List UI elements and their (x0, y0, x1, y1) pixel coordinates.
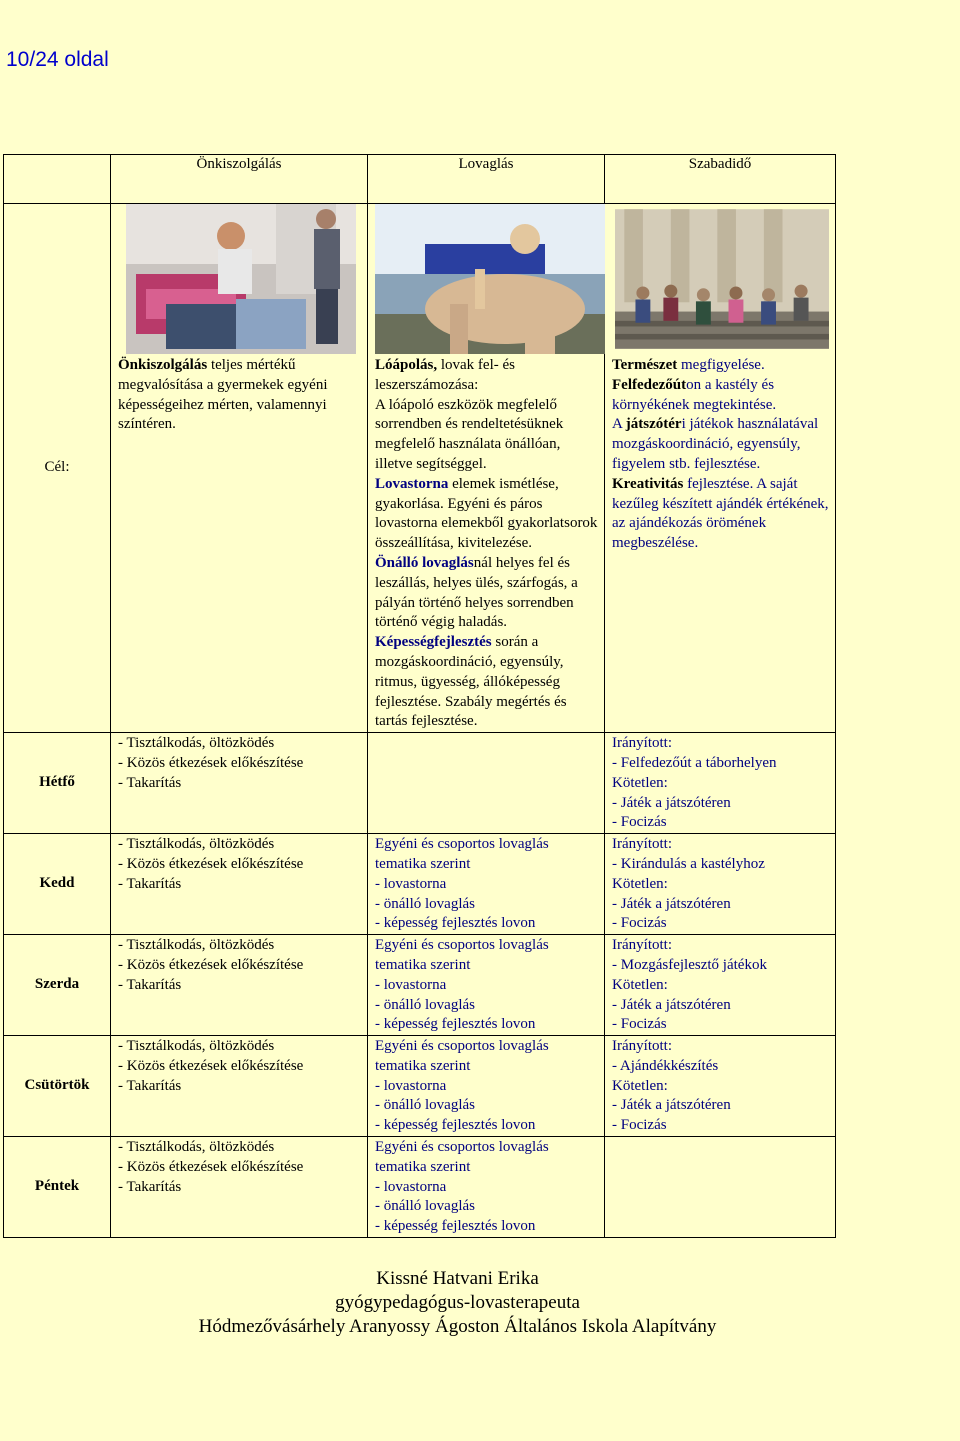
day-cell-lovaglas: Egyéni és csoportos lovaglás tematika szerint - lovastorna - önálló lovaglás - képesség fejlesztés lovon (368, 935, 605, 1036)
day-cell-szabadido: Irányított: - Kirándulás a kastélyhoz Kötetlen: - Játék a játszótéren - Focizás (605, 834, 836, 935)
day-row-szerda (4, 935, 836, 1036)
day-row-hetfo (4, 733, 836, 834)
day-label: Péntek (4, 1137, 111, 1238)
page-number: 10/24 oldal (6, 48, 109, 71)
day-cell-onkiszolgalas: - Tisztálkodás, öltözködés - Közös étkezések előkészítése - Takarítás (111, 733, 368, 834)
footer-author: Kissné Hatvani Erika (376, 1268, 539, 1289)
column-header-onkiszolgalas: Önkiszolgálás (111, 155, 368, 204)
day-cell-onkiszolgalas: - Tisztálkodás, öltözködés - Közös étkezések előkészítése - Takarítás (111, 1137, 368, 1238)
day-row-csutortok (4, 1036, 836, 1137)
day-label: Szerda (4, 935, 111, 1036)
leisure-goal-block-2: A játszótéri játékok használatával mozgáskoordináció, egyensúly, figyelem stb. fejlesztése. (612, 416, 819, 472)
goal-text-bold: Önkiszolgálás (118, 357, 208, 373)
day-label: Hétfő (4, 733, 111, 834)
header-empty-cell (4, 155, 111, 204)
leisure-goal-block-3: Kreativitás fejlesztése. A saját kezűleg készített ajándék értékének, az ajándékozás örömének megbeszélése. (612, 475, 829, 552)
riding-goal-block-1: A lóápoló eszközök megfelelő sorrendben és rendeltetésüknek megfelelő használata önállóan, illetve segítséggel. (375, 396, 564, 472)
day-cell-szabadido: Irányított: - Felfedezőút a táborhelyen Kötetlen: - Játék a játszótéren - Focizás (605, 733, 836, 834)
day-cell-lovaglas: Egyéni és csoportos lovaglás tematika szerint - lovastorna - önálló lovaglás - képesség fejlesztés lovon (368, 1137, 605, 1238)
goal-cell-onkiszolgalas (111, 204, 368, 733)
goal-cell-lovaglas (368, 204, 605, 733)
goal-label: Cél: (4, 204, 111, 733)
goal-text-rest: teljes mértékű megvalósítása a gyermekek egyéni képességeihez mérten, valamennyi színtéren. (118, 357, 328, 433)
header-row (4, 155, 836, 204)
day-cell-lovaglas (368, 733, 605, 834)
leisure-goal-block-0: Természet megfigyelése. (612, 357, 765, 373)
day-cell-onkiszolgalas: - Tisztálkodás, öltözködés - Közös étkezések előkészítése - Takarítás (111, 935, 368, 1036)
leisure-goal-block-1: Felfedezőúton a kastély és környékének megtekintése. (612, 376, 777, 413)
photo-group-on-steps (615, 204, 829, 354)
day-cell-lovaglas: Egyéni és csoportos lovaglás tematika szerint - lovastorna - önálló lovaglás - képesség fejlesztés lovon (368, 1036, 605, 1137)
weekly-plan-table (3, 154, 836, 1238)
day-cell-szabadido: Irányított: - Ajándékkészítés Kötetlen: - Játék a játszótéren - Focizás (605, 1036, 836, 1137)
goal-cell-szabadido (605, 204, 836, 733)
day-row-pentek (4, 1137, 836, 1238)
riding-goal-block-2: Lovastorna elemek ismétlése, gyakorlása. Egyéni és páros lovastorna elemekből gyakorlatsorok összeállítása, kivitelezése. (375, 475, 598, 552)
goal-row (4, 204, 836, 733)
day-label: Kedd (4, 834, 111, 935)
day-cell-szabadido: Irányított: - Mozgásfejlesztő játékok Kötetlen: - Játék a játszótéren - Focizás (605, 935, 836, 1036)
day-label: Csütörtök (4, 1036, 111, 1137)
riding-goal-block-4: Képességfejlesztés során a mozgáskoordináció, egyensúly, ritmus, ügyesség, állóképesség fejlesztése. Szabály megértés és tartás fejlesztése. (375, 634, 567, 730)
day-cell-lovaglas: Egyéni és csoportos lovaglás tematika szerint - lovastorna - önálló lovaglás - képesség fejlesztés lovon (368, 834, 605, 935)
column-header-lovaglas: Lovaglás (368, 155, 605, 204)
day-row-kedd (4, 834, 836, 935)
photo-child-on-horse (375, 204, 605, 354)
day-cell-onkiszolgalas: - Tisztálkodás, öltözködés - Közös étkezések előkészítése - Takarítás (111, 1036, 368, 1137)
day-cell-onkiszolgalas: - Tisztálkodás, öltözködés - Közös étkezések előkészítése - Takarítás (111, 834, 368, 935)
column-header-szabadido: Szabadidő (605, 155, 836, 204)
riding-goal-block-3: Önálló lovaglásnál helyes fel és leszállás, helyes ülés, szárfogás, a pályán történő helyes sorrendben történő végig haladás. (375, 554, 578, 631)
photo-packing-bags (126, 204, 356, 354)
footer-institution: Hódmezővásárhely Aranyossy Ágoston Általános Iskola Alapítvány (198, 1316, 717, 1337)
riding-goal-block-0: Lóápolás, lovak fel- és leszerszámozása: (375, 357, 515, 393)
footer-role: gyógypedagógus-lovasterapeuta (335, 1292, 580, 1313)
day-cell-szabadido (605, 1137, 836, 1238)
